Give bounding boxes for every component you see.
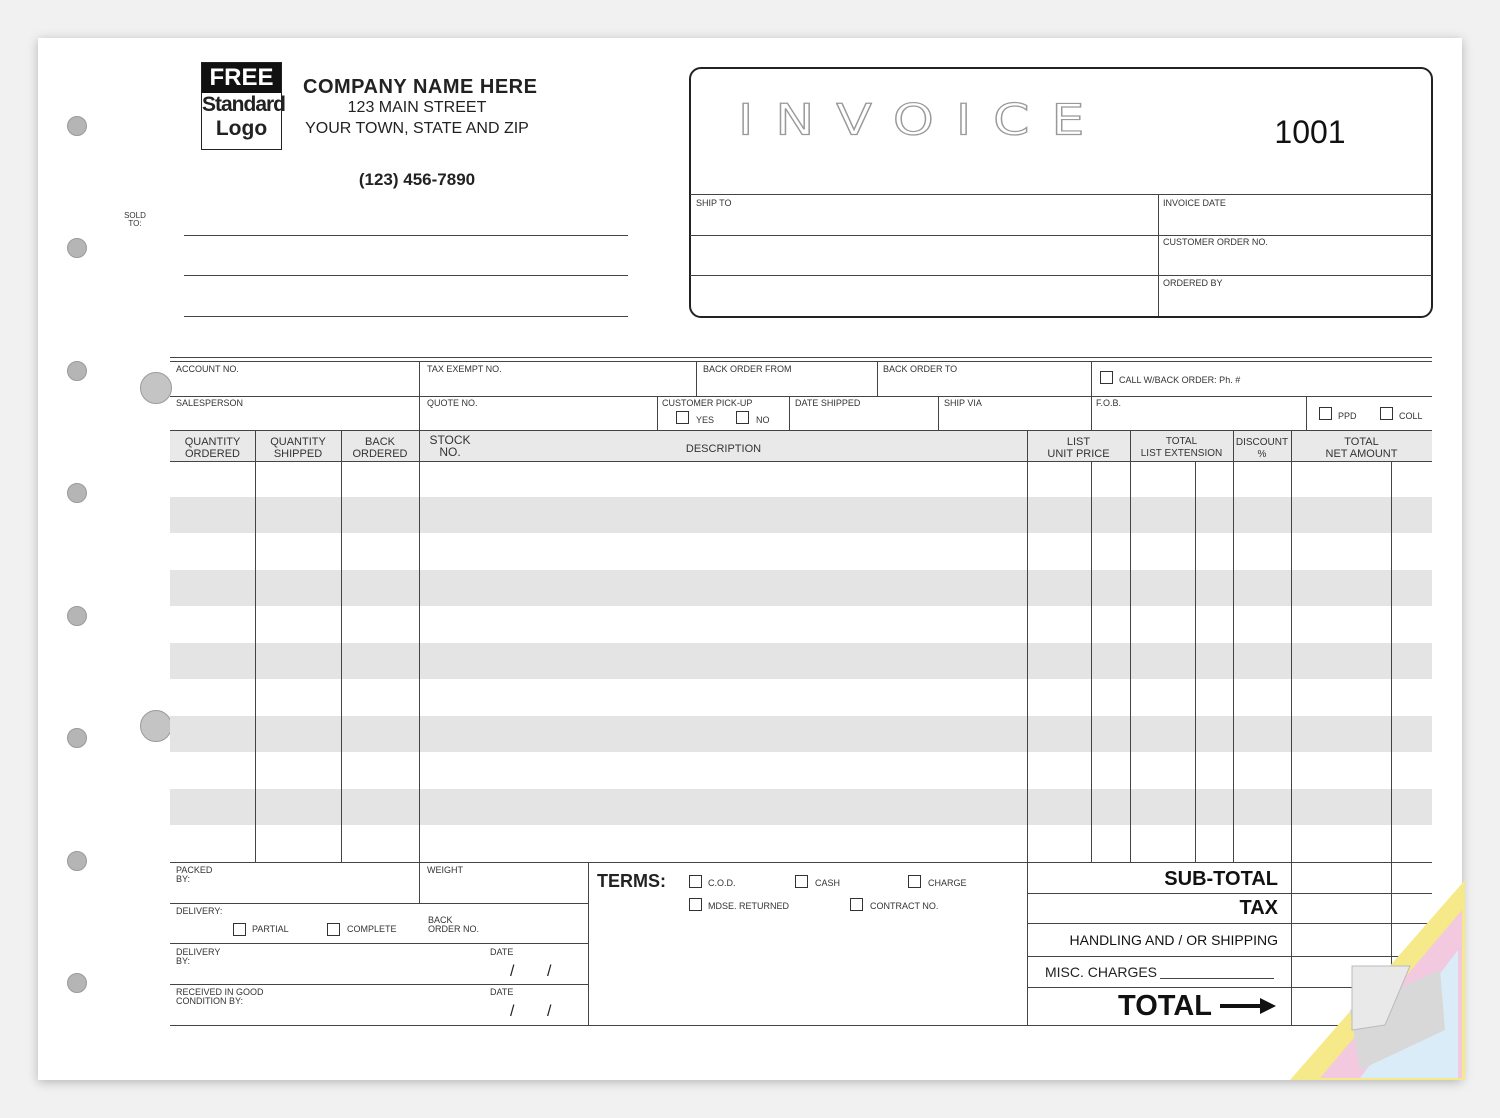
- binder-hole: [67, 238, 87, 258]
- divider: [789, 396, 790, 431]
- charge-label: CHARGE: [928, 878, 967, 888]
- mdse-returned-checkbox[interactable]: [689, 898, 702, 911]
- col-stock-no: STOCK NO.: [429, 433, 471, 459]
- col-qty-ordered: QUANTITY ORDERED: [184, 436, 241, 460]
- weight-label: WEIGHT: [427, 865, 463, 875]
- quote-no-label: QUOTE NO.: [427, 398, 478, 408]
- tax-label: TAX: [1239, 897, 1278, 919]
- divider: [170, 903, 588, 904]
- divider: [1027, 431, 1028, 1026]
- date-slash: /: [510, 1003, 515, 1020]
- divider: [170, 1025, 1432, 1026]
- handling-label: HANDLING AND / OR SHIPPING: [1069, 932, 1278, 948]
- col-total-list-extension: TOTAL LIST EXTENSION: [1140, 436, 1223, 459]
- divider: [690, 194, 1432, 195]
- divider: [170, 357, 1432, 358]
- invoice-number: 1001: [1274, 114, 1346, 150]
- logo-free: FREE: [202, 63, 281, 93]
- customer-pickup-label: CUSTOMER PICK-UP: [662, 398, 753, 408]
- contract-no-label: CONTRACT NO.: [870, 901, 939, 911]
- ship-to-label: SHIP TO: [696, 198, 732, 208]
- misc-charges-line[interactable]: [1160, 978, 1274, 979]
- pickup-yes-checkbox[interactable]: [676, 411, 689, 424]
- pickup-no-checkbox[interactable]: [736, 411, 749, 424]
- line-item-stripe: [170, 716, 1432, 752]
- divider: [419, 862, 420, 903]
- complete-label: COMPLETE: [347, 924, 397, 934]
- cash-label: CASH: [815, 878, 841, 888]
- arrow-right-icon: [1220, 996, 1276, 1021]
- divider: [170, 943, 588, 944]
- col-qty-shipped: QUANTITY SHIPPED: [270, 436, 326, 460]
- binder-hole: [140, 372, 172, 404]
- tax-exempt-no-label: TAX EXEMPT NO.: [427, 364, 502, 374]
- cod-label: C.O.D.: [708, 878, 736, 888]
- packed-by-label: PACKED BY:: [176, 865, 213, 884]
- divider: [690, 235, 1432, 236]
- divider: [1195, 462, 1196, 862]
- divider: [1306, 396, 1307, 431]
- complete-checkbox[interactable]: [327, 923, 340, 936]
- line-item-stripe: [170, 643, 1432, 679]
- date-slash: /: [510, 963, 515, 980]
- delivery-date-label: DATE: [490, 947, 514, 957]
- divider: [170, 862, 1432, 863]
- binder-hole: [67, 116, 87, 136]
- col-description: DESCRIPTION: [685, 443, 762, 455]
- page-curl: [1290, 880, 1465, 1085]
- account-no-label: ACCOUNT NO.: [176, 364, 239, 374]
- line-item-stripe: [170, 789, 1432, 825]
- divider: [1158, 194, 1159, 316]
- sold-to-line[interactable]: [184, 316, 628, 317]
- binder-hole: [67, 606, 87, 626]
- back-order-no-label: BACK ORDER NO.: [428, 915, 480, 934]
- col-discount: DISCOUNT %: [1235, 437, 1289, 460]
- cash-checkbox[interactable]: [795, 875, 808, 888]
- customer-order-no-label: CUSTOMER ORDER NO.: [1163, 237, 1268, 247]
- invoice-date-label: INVOICE DATE: [1163, 198, 1226, 208]
- company-phone: (123) 456-7890: [358, 170, 476, 189]
- divider: [690, 275, 1432, 276]
- call-back-order-checkbox[interactable]: [1100, 371, 1113, 384]
- call-back-order-label: CALL W/BACK ORDER: Ph. #: [1119, 375, 1241, 385]
- ppd-checkbox[interactable]: [1319, 407, 1332, 420]
- sub-total-label: SUB-TOTAL: [1164, 868, 1278, 890]
- company-logo: [201, 62, 286, 150]
- binder-hole: [140, 710, 172, 742]
- company-city: YOUR TOWN, STATE AND ZIP: [305, 120, 529, 137]
- company-name: COMPANY NAME HERE: [303, 76, 538, 98]
- salesperson-label: SALESPERSON: [176, 398, 244, 408]
- divider: [1091, 462, 1092, 862]
- divider: [1091, 361, 1092, 431]
- col-back-ordered: BACK ORDERED: [352, 436, 408, 460]
- coll-checkbox[interactable]: [1380, 407, 1393, 420]
- misc-charges-label: MISC. CHARGES: [1045, 964, 1158, 980]
- partial-checkbox[interactable]: [233, 923, 246, 936]
- line-item-stripe: [170, 570, 1432, 606]
- binder-hole: [67, 851, 87, 871]
- back-order-to-label: BACK ORDER TO: [883, 364, 958, 374]
- pickup-no-label: NO: [756, 415, 770, 425]
- divider: [255, 431, 256, 862]
- sold-to-line[interactable]: [184, 235, 628, 236]
- ship-via-label: SHIP VIA: [944, 398, 982, 408]
- divider: [419, 431, 420, 862]
- line-item-stripe: [170, 497, 1432, 533]
- divider: [419, 361, 420, 431]
- divider: [170, 984, 588, 985]
- binder-hole: [67, 483, 87, 503]
- divider: [588, 862, 589, 1026]
- received-date-label: DATE: [490, 987, 514, 997]
- divider: [170, 396, 1432, 397]
- delivery-label: DELIVERY:: [176, 906, 223, 916]
- company-street: 123 MAIN STREET: [347, 99, 487, 116]
- terms-label: TERMS:: [597, 871, 666, 891]
- divider: [657, 396, 658, 431]
- divider: [877, 361, 878, 396]
- ordered-by-label: ORDERED BY: [1163, 278, 1223, 288]
- divider: [938, 396, 939, 431]
- binder-hole: [67, 973, 87, 993]
- cod-checkbox[interactable]: [689, 875, 702, 888]
- divider: [696, 361, 697, 396]
- mdse-returned-label: MDSE. RETURNED: [708, 901, 790, 911]
- logo-logo: Logo: [215, 117, 268, 140]
- received-label: RECEIVED IN GOOD CONDITION BY:: [176, 987, 264, 1006]
- divider: [1233, 431, 1234, 862]
- divider: [341, 431, 342, 862]
- total-label: TOTAL: [1118, 990, 1212, 1022]
- binder-hole: [67, 728, 87, 748]
- charge-checkbox[interactable]: [908, 875, 921, 888]
- divider: [1130, 431, 1131, 862]
- invoice-title: INVOICE: [738, 96, 1107, 146]
- date-slash: /: [547, 1003, 552, 1020]
- date-shipped-label: DATE SHIPPED: [795, 398, 861, 408]
- divider: [170, 361, 1432, 362]
- binder-hole: [67, 361, 87, 381]
- col-list-unit-price: LIST UNIT PRICE: [1047, 436, 1110, 460]
- sold-to-label: SOLD TO:: [124, 211, 146, 228]
- coll-label: COLL: [1399, 411, 1423, 421]
- col-total-net-amount: TOTAL NET AMOUNT: [1325, 436, 1398, 460]
- ppd-label: PPD: [1338, 411, 1357, 421]
- delivery-by-label: DELIVERY BY:: [176, 947, 221, 966]
- partial-label: PARTIAL: [252, 924, 289, 934]
- fob-label: F.O.B.: [1096, 398, 1122, 408]
- sold-to-line[interactable]: [184, 275, 628, 276]
- pickup-yes-label: YES: [696, 415, 715, 425]
- date-slash: /: [547, 963, 552, 980]
- logo-standard: Standard: [202, 93, 286, 116]
- contract-no-checkbox[interactable]: [850, 898, 863, 911]
- back-order-from-label: BACK ORDER FROM: [703, 364, 792, 374]
